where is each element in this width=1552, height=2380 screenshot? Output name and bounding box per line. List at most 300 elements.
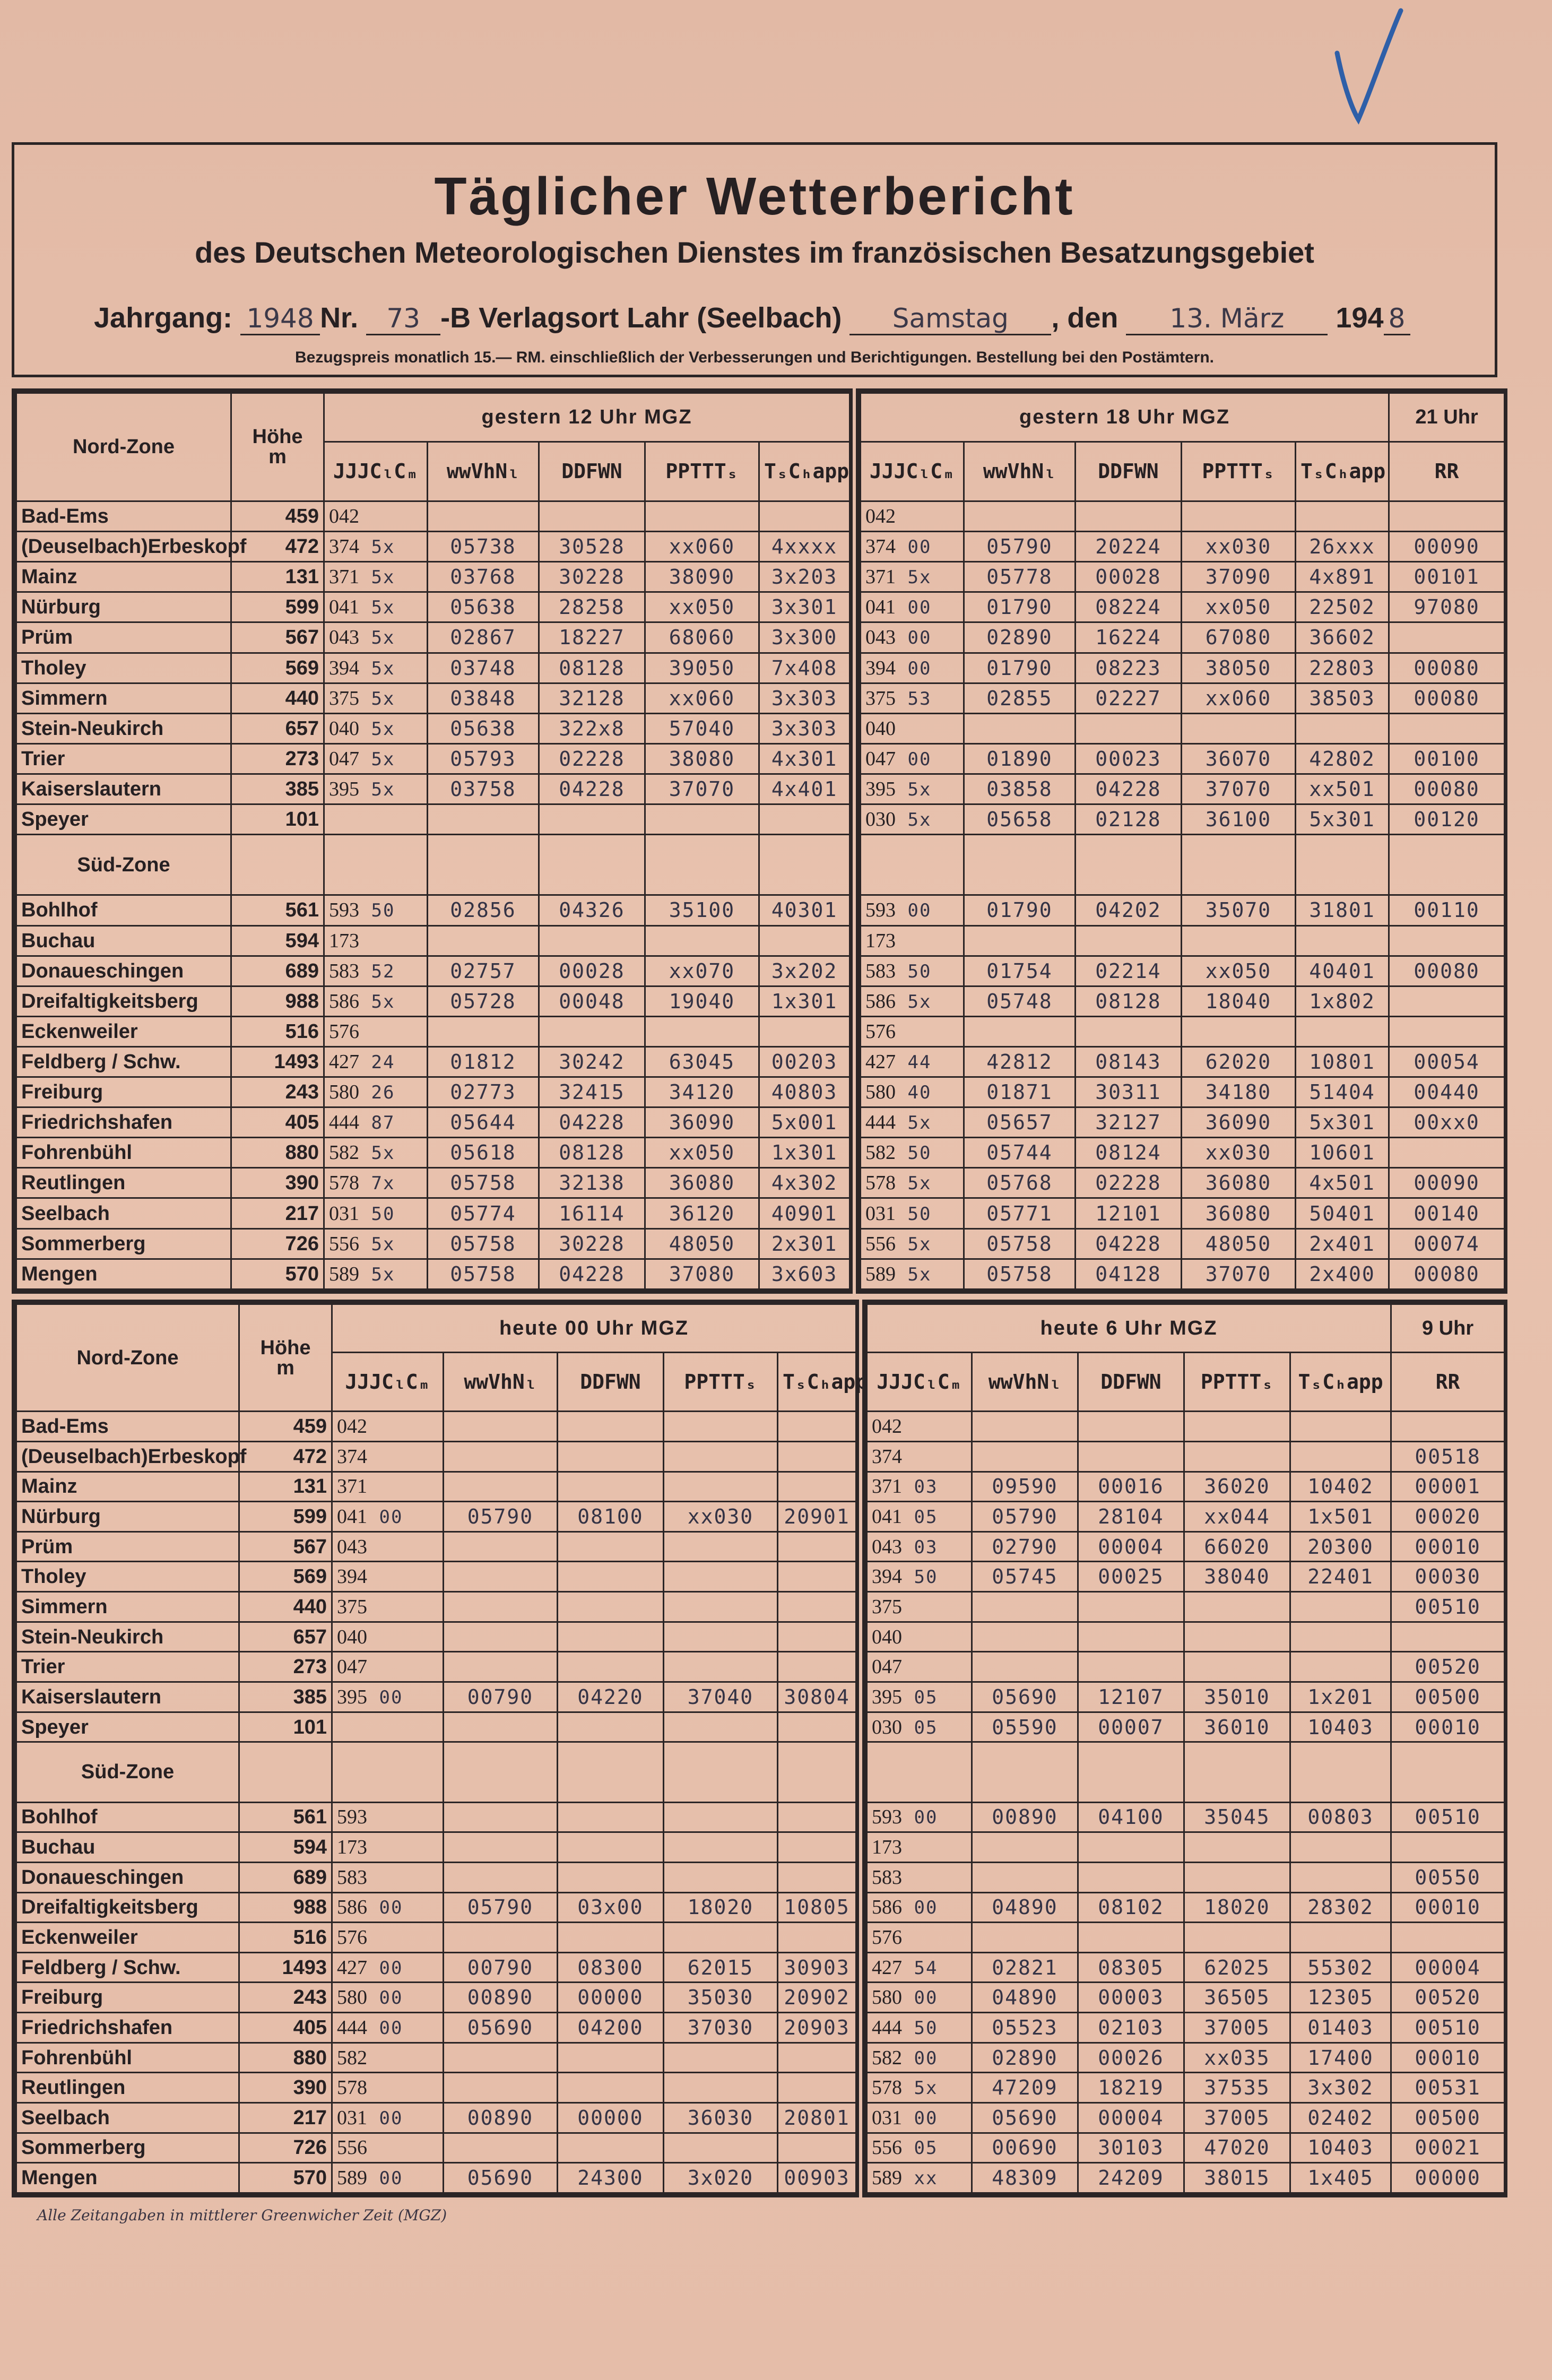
obs-jjj: 047 xyxy=(329,747,359,770)
obs-value xyxy=(558,2073,664,2103)
spacer-cell xyxy=(1389,835,1505,895)
obs-value: 00890 xyxy=(444,1983,558,2013)
obs-jjj: 586 xyxy=(865,990,896,1012)
obs-value: 02402 xyxy=(1290,2103,1391,2133)
obs-value xyxy=(664,1832,778,1863)
obs-value: 03758 xyxy=(428,774,539,804)
obs-value: 18020 xyxy=(664,1892,778,1923)
station-name: Bad-Ems xyxy=(16,501,231,531)
obs-jjj-cl xyxy=(861,804,964,835)
obs-value: 02890 xyxy=(964,622,1076,653)
obs-value xyxy=(1296,1016,1389,1046)
obs-value xyxy=(1290,1592,1391,1622)
spacer-cell xyxy=(1184,1742,1290,1802)
obs-value xyxy=(778,1412,856,1442)
station-row xyxy=(861,1259,1505,1289)
obs-jjj-cl xyxy=(324,653,428,683)
obs-value: 00520 xyxy=(1391,1983,1505,2013)
station-row xyxy=(16,1502,856,1532)
column-header-jjj: JJJCₗCₘ xyxy=(324,442,428,501)
nr-value: 73 xyxy=(366,303,440,335)
obs-clcm: 00 xyxy=(367,1987,403,2009)
station-row xyxy=(861,804,1505,835)
station-height: 689 xyxy=(239,1862,332,1892)
station-height: 459 xyxy=(231,501,324,531)
obs-value: 16114 xyxy=(539,1198,645,1228)
station-row xyxy=(861,683,1505,713)
station-row xyxy=(867,1952,1505,1983)
obs-value: 00100 xyxy=(1389,743,1505,774)
obs-value: 10801 xyxy=(1296,1046,1389,1077)
obs-jjj: 374 xyxy=(872,1445,902,1468)
obs-value xyxy=(1391,1622,1505,1652)
station-row xyxy=(16,1107,850,1138)
obs-value xyxy=(664,1472,778,1502)
station-name: Tholey xyxy=(16,1562,239,1592)
obs-jjj: 043 xyxy=(865,626,896,649)
obs-clcm: 5x xyxy=(359,657,395,679)
obs-value xyxy=(558,1712,664,1742)
station-name: Trier xyxy=(16,1652,239,1682)
day-value: Samstag xyxy=(849,303,1051,335)
station-name: Bad-Ems xyxy=(16,1412,239,1442)
obs-value: 00004 xyxy=(1078,1531,1184,1562)
station-row xyxy=(16,1562,856,1592)
obs-value xyxy=(444,1441,558,1472)
obs-value: 32127 xyxy=(1076,1107,1182,1138)
zone-label: Süd-Zone xyxy=(16,1742,239,1802)
obs-jjj-cl xyxy=(324,1077,428,1107)
station-height: 599 xyxy=(239,1502,332,1532)
obs-value: 36602 xyxy=(1296,622,1389,653)
obs-jjj-cl xyxy=(867,2043,972,2073)
obs-value: 08143 xyxy=(1076,1046,1182,1077)
obs-value xyxy=(1184,1441,1290,1472)
obs-clcm: 26 xyxy=(359,1082,395,1104)
station-height: 569 xyxy=(231,653,324,683)
obs-value: 12305 xyxy=(1290,1983,1391,2013)
obs-value: 35030 xyxy=(664,1983,778,2013)
station-row xyxy=(861,956,1505,986)
obs-jjj-cl xyxy=(867,1592,972,1622)
obs-jjj-cl xyxy=(861,895,964,925)
obs-jjj-cl xyxy=(324,532,428,562)
report-subtitle: des Deutschen Meteorologischen Dienstes im französischen Besatzungsgebiet xyxy=(195,236,1314,269)
station-height: 570 xyxy=(239,2163,332,2193)
obs-value: 00531 xyxy=(1391,2073,1505,2103)
station-row xyxy=(867,1923,1505,1953)
station-height: 567 xyxy=(231,622,324,653)
obs-jjj: 043 xyxy=(337,1535,367,1558)
obs-jjj: 556 xyxy=(872,2136,902,2159)
obs-value: 08124 xyxy=(1076,1138,1182,1168)
station-height: 561 xyxy=(231,895,324,925)
station-height: 405 xyxy=(231,1107,324,1138)
obs-jjj: 583 xyxy=(337,1866,367,1889)
obs-value: 03858 xyxy=(964,774,1076,804)
station-row xyxy=(16,1138,850,1168)
obs-value xyxy=(972,1622,1078,1652)
obs-clcm: 00 xyxy=(902,1897,938,1919)
station-height: 472 xyxy=(239,1441,332,1472)
station-row xyxy=(16,1441,856,1472)
obs-value: 05778 xyxy=(964,562,1076,592)
obs-value: 47209 xyxy=(972,2073,1078,2103)
obs-value: 00090 xyxy=(1389,532,1505,562)
obs-value: 04220 xyxy=(558,1682,664,1712)
obs-clcm: 00 xyxy=(896,536,932,558)
obs-value: 1x301 xyxy=(759,1138,850,1168)
obs-jjj: 576 xyxy=(337,1926,367,1949)
obs-value xyxy=(558,1531,664,1562)
station-height: 988 xyxy=(231,986,324,1016)
station-row xyxy=(16,1412,856,1442)
obs-jjj: 031 xyxy=(329,1202,359,1225)
obs-value xyxy=(1184,1862,1290,1892)
obs-value: 39050 xyxy=(645,653,759,683)
obs-clcm: 5x xyxy=(359,688,395,709)
obs-clcm: 5x xyxy=(896,1263,932,1285)
obs-value: 37030 xyxy=(664,2013,778,2043)
obs-value: 00090 xyxy=(1389,1168,1505,1198)
obs-value: 00790 xyxy=(444,1952,558,1983)
obs-value: 37005 xyxy=(1184,2103,1290,2133)
obs-jjj-cl xyxy=(324,956,428,986)
station-name: Fohrenbühl xyxy=(16,2043,239,2073)
station-row xyxy=(16,2103,856,2133)
obs-jjj: 586 xyxy=(872,1896,902,1919)
obs-clcm: 24 xyxy=(359,1051,395,1073)
obs-value: 00016 xyxy=(1078,1472,1184,1502)
section-title: heute 6 Uhr MGZ xyxy=(867,1304,1391,1353)
obs-jjj-cl xyxy=(867,1923,972,1953)
obs-value: 00004 xyxy=(1078,2103,1184,2133)
station-name: Mengen xyxy=(16,2163,239,2193)
obs-value: 00140 xyxy=(1389,1198,1505,1228)
obs-value: 04100 xyxy=(1078,1802,1184,1832)
obs-clcm: 00 xyxy=(367,2107,403,2129)
obs-value xyxy=(778,1562,856,1592)
station-name: Feldberg / Schw. xyxy=(16,1952,239,1983)
spacer-cell xyxy=(558,1742,664,1802)
obs-value xyxy=(558,1923,664,1953)
obs-value: 04228 xyxy=(539,1259,645,1289)
obs-value xyxy=(428,925,539,956)
obs-clcm: 50 xyxy=(359,900,395,922)
obs-value xyxy=(1182,501,1296,531)
obs-jjj-cl xyxy=(861,1168,964,1198)
obs-jjj-cl xyxy=(332,1682,444,1712)
station-name: Stein-Neukirch xyxy=(16,1622,239,1652)
spacer-cell xyxy=(239,1742,332,1802)
obs-value: 00074 xyxy=(1389,1228,1505,1259)
obs-jjj-cl xyxy=(867,2163,972,2193)
obs-value: 00203 xyxy=(759,1046,850,1077)
station-name: Kaiserslautern xyxy=(16,774,231,804)
obs-jjj-cl xyxy=(861,1259,964,1289)
station-row xyxy=(16,1622,856,1652)
station-name: Nürburg xyxy=(16,1502,239,1532)
station-height: 440 xyxy=(231,683,324,713)
obs-value: 00048 xyxy=(539,986,645,1016)
obs-jjj: 444 xyxy=(337,2016,367,2039)
obs-clcm: 50 xyxy=(902,2017,938,2039)
obs-value: 10402 xyxy=(1290,1472,1391,1502)
rr-header-top: 9 Uhr xyxy=(1391,1304,1505,1353)
obs-value: 02228 xyxy=(539,743,645,774)
obs-value: 04200 xyxy=(558,2013,664,2043)
obs-clcm: 03 xyxy=(902,1536,938,1558)
obs-value xyxy=(1078,1862,1184,1892)
obs-value: 20300 xyxy=(1290,1531,1391,1562)
station-height: 988 xyxy=(239,1892,332,1923)
obs-value: 08102 xyxy=(1078,1892,1184,1923)
obs-value xyxy=(444,2073,558,2103)
station-height: 273 xyxy=(231,743,324,774)
obs-value xyxy=(964,1016,1076,1046)
station-name: Simmern xyxy=(16,683,231,713)
obs-value xyxy=(778,1592,856,1622)
spacer-cell xyxy=(444,1742,558,1802)
obs-jjj: 040 xyxy=(872,1625,902,1648)
station-name: Tholey xyxy=(16,653,231,683)
obs-jjj: 427 xyxy=(337,1956,367,1979)
station-height: 516 xyxy=(231,1016,324,1046)
station-name: Mengen xyxy=(16,1259,231,1289)
station-row xyxy=(861,1046,1505,1077)
obs-value xyxy=(645,501,759,531)
section-title: gestern 18 Uhr MGZ xyxy=(861,393,1389,442)
spacer-cell xyxy=(759,835,850,895)
station-row xyxy=(867,2163,1505,2193)
obs-clcm: 5x xyxy=(896,1112,932,1134)
obs-value: 05748 xyxy=(964,986,1076,1016)
obs-jjj: 041 xyxy=(329,596,359,619)
station-height: 880 xyxy=(231,1138,324,1168)
station-row xyxy=(16,1682,856,1712)
station-name: Feldberg / Schw. xyxy=(16,1046,231,1077)
obs-jjj-cl xyxy=(324,743,428,774)
obs-value: 00021 xyxy=(1391,2133,1505,2163)
obs-value xyxy=(1184,1592,1290,1622)
obs-value: xx050 xyxy=(645,1138,759,1168)
station-row xyxy=(867,1832,1505,1863)
obs-value xyxy=(778,1652,856,1682)
obs-value xyxy=(539,925,645,956)
obs-jjj: 395 xyxy=(337,1685,367,1708)
obs-value: 1x405 xyxy=(1290,2163,1391,2193)
obs-value: 00550 xyxy=(1391,1862,1505,1892)
obs-value: 37070 xyxy=(1182,774,1296,804)
obs-jjj: 593 xyxy=(865,899,896,922)
obs-value: 00790 xyxy=(444,1682,558,1712)
station-height: 1493 xyxy=(239,1952,332,1983)
obs-value xyxy=(1078,1412,1184,1442)
obs-value: 5x301 xyxy=(1296,1107,1389,1138)
obs-jjj-cl xyxy=(332,1652,444,1682)
station-row xyxy=(16,683,850,713)
spacer-cell xyxy=(1182,835,1296,895)
station-height: 880 xyxy=(239,2043,332,2073)
station-name: Speyer xyxy=(16,804,231,835)
obs-value: 00030 xyxy=(1391,1562,1505,1592)
obs-value xyxy=(1078,1622,1184,1652)
obs-value: 05758 xyxy=(428,1259,539,1289)
station-height: 101 xyxy=(239,1712,332,1742)
obs-value xyxy=(1182,1016,1296,1046)
station-row xyxy=(16,532,850,562)
obs-jjj: 578 xyxy=(865,1172,896,1195)
station-name: Speyer xyxy=(16,1712,239,1742)
obs-value: 04228 xyxy=(539,1107,645,1138)
obs-value: 05771 xyxy=(964,1198,1076,1228)
obs-jjj: 576 xyxy=(865,1020,896,1043)
obs-value: 00028 xyxy=(539,956,645,986)
obs-value: 02103 xyxy=(1078,2013,1184,2043)
obs-value xyxy=(444,1802,558,1832)
column-header-ppt: PPTTTₛ xyxy=(1184,1353,1290,1412)
obs-jjj-cl xyxy=(867,1502,972,1532)
obs-value: 05657 xyxy=(964,1107,1076,1138)
obs-value: 05774 xyxy=(428,1198,539,1228)
station-row xyxy=(16,1923,856,1953)
obs-jjj-cl xyxy=(332,1592,444,1622)
station-row xyxy=(861,986,1505,1016)
obs-value: 35010 xyxy=(1184,1682,1290,1712)
obs-value: 02890 xyxy=(972,2043,1078,2073)
obs-value xyxy=(778,1622,856,1652)
obs-jjj: 578 xyxy=(337,2076,367,2099)
obs-value: xx501 xyxy=(1296,774,1389,804)
obs-clcm: 5x xyxy=(896,567,932,588)
station-name: Mainz xyxy=(16,562,231,592)
obs-value: 35070 xyxy=(1182,895,1296,925)
station-height: 131 xyxy=(239,1472,332,1502)
column-header-tsc: TₛCₕapp xyxy=(1290,1353,1391,1412)
obs-jjj: 589 xyxy=(865,1262,896,1285)
obs-clcm: 00 xyxy=(367,2168,403,2189)
station-row xyxy=(861,1107,1505,1138)
year-suffix: 8 xyxy=(1384,303,1410,335)
obs-value: 04202 xyxy=(1076,895,1182,925)
obs-clcm: 5x xyxy=(359,567,395,588)
obs-value: 00025 xyxy=(1078,1562,1184,1592)
obs-value xyxy=(664,1622,778,1652)
obs-value: 20903 xyxy=(778,2013,856,2043)
obs-value xyxy=(1290,1923,1391,1953)
obs-value: 1x201 xyxy=(1290,1682,1391,1712)
obs-jjj-cl xyxy=(867,2013,972,2043)
station-name: Buchau xyxy=(16,1832,239,1863)
obs-clcm: 00 xyxy=(367,1957,403,1979)
obs-value: 66020 xyxy=(1184,1531,1290,1562)
obs-value: 10601 xyxy=(1296,1138,1389,1168)
obs-jjj: 371 xyxy=(329,566,359,588)
obs-value: 00510 xyxy=(1391,1802,1505,1832)
obs-clcm: 5x xyxy=(896,991,932,1012)
obs-value: 18040 xyxy=(1182,986,1296,1016)
obs-value: 00010 xyxy=(1391,1892,1505,1923)
obs-clcm: 03 xyxy=(902,1476,938,1498)
obs-value: 05758 xyxy=(964,1259,1076,1289)
obs-jjj-cl xyxy=(332,1472,444,1502)
spacer-cell xyxy=(428,835,539,895)
obs-clcm: 00 xyxy=(896,597,932,619)
station-row xyxy=(867,1562,1505,1592)
obs-value: 3x603 xyxy=(759,1259,850,1289)
obs-jjj-cl xyxy=(332,1952,444,1983)
obs-value xyxy=(972,1652,1078,1682)
station-row xyxy=(867,2073,1505,2103)
hoehe-header: Höhe m xyxy=(231,393,324,501)
obs-value: 02228 xyxy=(1076,1168,1182,1198)
obs-jjj-cl xyxy=(332,1712,444,1742)
obs-clcm: 05 xyxy=(902,1686,938,1708)
obs-jjj-cl xyxy=(861,683,964,713)
column-header-ddf: DDFWN xyxy=(558,1353,664,1412)
station-row xyxy=(861,1016,1505,1046)
obs-clcm: 7x xyxy=(359,1173,395,1195)
obs-value xyxy=(539,1016,645,1046)
station-row xyxy=(861,774,1505,804)
obs-jjj-cl xyxy=(867,1622,972,1652)
station-row xyxy=(16,1472,856,1502)
obs-value: 38015 xyxy=(1184,2163,1290,2193)
station-row xyxy=(867,1862,1505,1892)
station-height: 594 xyxy=(231,925,324,956)
station-row xyxy=(16,895,850,925)
obs-value: 10805 xyxy=(778,1892,856,1923)
obs-value xyxy=(1290,1412,1391,1442)
obs-value: 32128 xyxy=(539,683,645,713)
obs-clcm: 00 xyxy=(902,2047,938,2069)
obs-jjj: 556 xyxy=(329,1232,359,1255)
obs-jjj: 576 xyxy=(329,1020,359,1043)
obs-jjj: 042 xyxy=(872,1415,902,1438)
obs-value: 36080 xyxy=(645,1168,759,1198)
obs-clcm: 50 xyxy=(896,1203,932,1225)
station-row xyxy=(16,622,850,653)
column-header-ddf: DDFWN xyxy=(1076,442,1182,501)
obs-value: 20801 xyxy=(778,2103,856,2133)
obs-jjj-cl xyxy=(861,653,964,683)
obs-jjj: 374 xyxy=(337,1445,367,1468)
issue-line xyxy=(94,301,1410,335)
obs-value: 35100 xyxy=(645,895,759,925)
obs-value xyxy=(428,1016,539,1046)
spacer-cell xyxy=(645,835,759,895)
obs-value xyxy=(664,1412,778,1442)
obs-jjj: 394 xyxy=(865,656,896,679)
obs-value: 05744 xyxy=(964,1138,1076,1168)
station-row xyxy=(16,1077,850,1107)
obs-value xyxy=(558,1652,664,1682)
obs-value xyxy=(1389,713,1505,743)
obs-value: 01790 xyxy=(964,653,1076,683)
obs-value: 67080 xyxy=(1182,622,1296,653)
station-row xyxy=(861,1138,1505,1168)
obs-value: 02855 xyxy=(964,683,1076,713)
obs-value: 00903 xyxy=(778,2163,856,2193)
obs-value xyxy=(1184,1832,1290,1863)
spacer-cell xyxy=(332,1742,444,1802)
obs-value xyxy=(664,1531,778,1562)
obs-value: 05790 xyxy=(964,532,1076,562)
obs-value xyxy=(1296,501,1389,531)
station-row xyxy=(867,1531,1505,1562)
obs-jjj-cl xyxy=(861,532,964,562)
obs-clcm: 52 xyxy=(359,960,395,982)
